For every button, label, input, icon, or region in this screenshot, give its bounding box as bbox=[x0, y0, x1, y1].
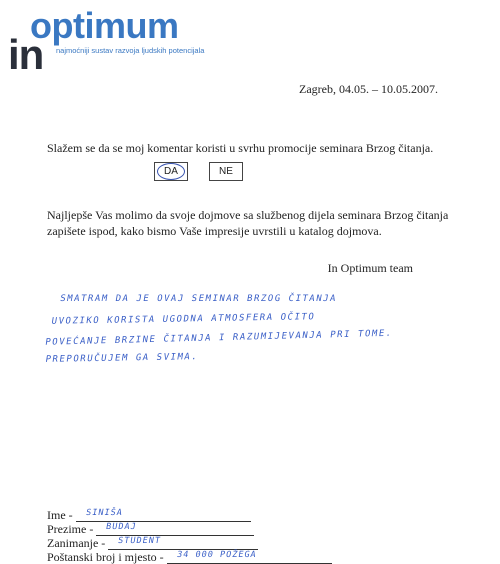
field-posta-value: 34 000 POŽEGA bbox=[175, 550, 258, 560]
field-ime-value: SINIŠA bbox=[84, 508, 124, 518]
logo-in: in bbox=[8, 31, 44, 78]
field-posta-label: Poštanski broj i mjesto - bbox=[47, 550, 164, 564]
comment-line: UVOZIKO KORISTA UGODNA ATMOSFERA OČITO bbox=[50, 312, 316, 327]
consent-no-checkbox[interactable] bbox=[209, 162, 243, 181]
field-posta bbox=[47, 549, 332, 563]
selection-circle-mark bbox=[157, 163, 185, 180]
comment-line: SMATRAM DA JE OVAJ SEMINAR BRZOG ČITANJA bbox=[59, 294, 338, 304]
field-ime-label: Ime - bbox=[47, 508, 73, 522]
signature-team: In Optimum team bbox=[327, 261, 413, 275]
logo-tagline: najmoćniji sustav razvoja ljudskih potencijala bbox=[56, 46, 205, 55]
comment-line: PREPORUČUJEM GA SVIMA. bbox=[44, 352, 199, 365]
logo-brand: optimum bbox=[30, 5, 179, 46]
consent-text: Slažem se da se moj komentar koristi u svrhu promocije seminara Brzog čitanja. bbox=[47, 141, 434, 155]
comment-line: POVEĆANJE BRZINE ČITANJA I RAZUMIJEVANJA PRI TOME. bbox=[44, 328, 394, 348]
date-line: Zagreb, 04.05. – 10.05.2007. bbox=[299, 82, 438, 96]
request-paragraph: Najljepše Vas molimo da svoje dojmove sa službenog dijela seminara Brzog čitanja zapišete ispod, kako bismo Vaše impresije uvrstili u katalog dojmova. bbox=[47, 208, 449, 238]
field-zanimanje-value: STUDENT bbox=[117, 536, 163, 546]
handwritten-comment bbox=[46, 290, 486, 366]
field-posta-input[interactable] bbox=[167, 549, 332, 564]
field-prezime-label: Prezime - bbox=[47, 522, 94, 536]
consent-no-label: NE bbox=[219, 166, 233, 177]
field-ime-input[interactable] bbox=[76, 507, 251, 522]
field-ime bbox=[47, 507, 251, 521]
field-prezime bbox=[47, 521, 254, 535]
consent-yes-label: DA bbox=[164, 166, 178, 177]
company-logo bbox=[8, 5, 228, 78]
field-prezime-value: BUDAJ bbox=[105, 522, 138, 532]
field-zanimanje-label: Zanimanje - bbox=[47, 536, 106, 550]
field-zanimanje bbox=[47, 535, 258, 549]
